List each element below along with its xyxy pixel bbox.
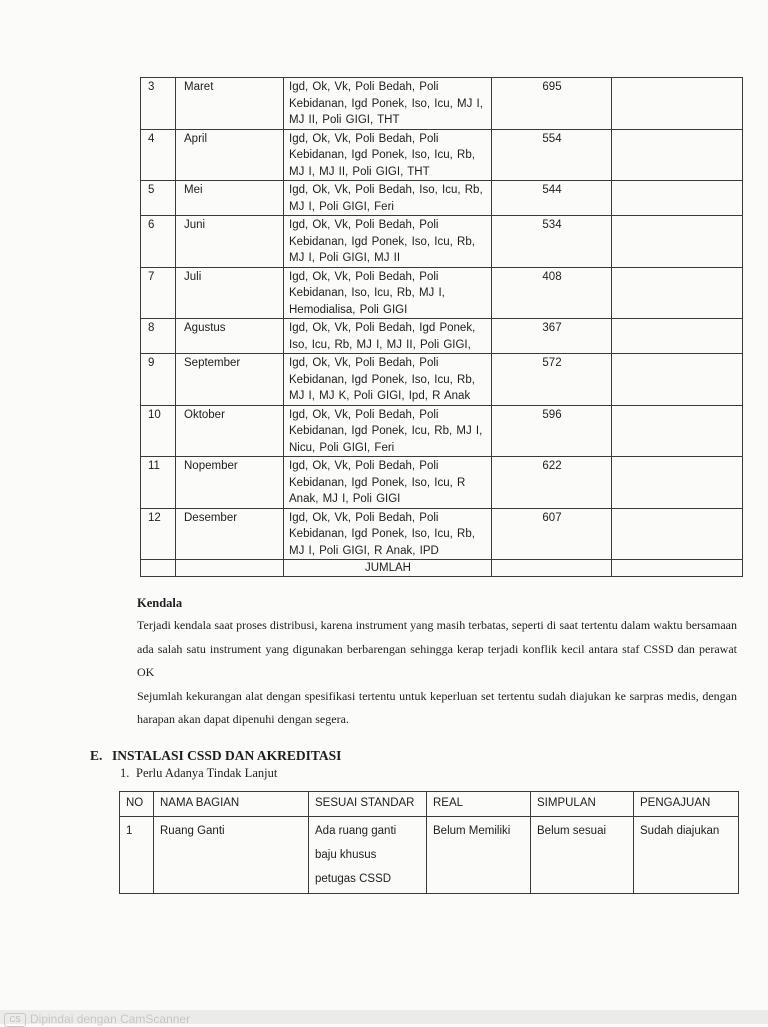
row-number: 3: [141, 78, 176, 130]
header-real: REAL: [427, 792, 531, 817]
table-row: [141, 78, 743, 130]
subsection-number: 1.: [120, 766, 130, 780]
row-number: 9: [141, 354, 176, 406]
row-count: 622: [492, 457, 612, 509]
table-row: [141, 129, 743, 181]
kendala-paragraph: Sejumlah kekurangan alat dengan spesifikasi tertentu untuk keperluan set tertentu sudah diajukan ke sarpras medis, dengan harapan akan dapat dipenuhi dengan segera.: [137, 688, 737, 726]
row-units: Igd, Ok, Vk, Poli Bedah, Poli Kebidanan, Igd Ponek, Iso, Icu, Rb, MJ I, Poli GIGI, R Anak, IPD: [284, 508, 492, 560]
row-units: Igd, Ok, Vk, Poli Bedah, Poli Kebidanan, Igd Ponek, Icu, Rb, MJ I, Nicu, Poli GIGI, Feri: [284, 405, 492, 457]
table-row: [141, 457, 743, 509]
row-count: 572: [492, 354, 612, 406]
row-count: 554: [492, 129, 612, 181]
row-units: Igd, Ok, Vk, Poli Bedah, Poli Kebidanan, Igd Ponek, Iso, Icu, Rb, MJ I, MJ K, Poli GIGI, Ipd, R Anak: [284, 354, 492, 406]
row-month: Mei: [176, 181, 284, 216]
header-no: NO: [120, 792, 154, 817]
row-blank: [612, 457, 743, 509]
row-month: Maret: [176, 78, 284, 130]
row-month: Juni: [176, 216, 284, 268]
section-number: E.: [90, 748, 103, 763]
cell-simpulan: Belum sesuai: [531, 817, 634, 894]
row-month: Nopember: [176, 457, 284, 509]
row-units: Igd, Ok, Vk, Poli Bedah, Poli Kebidanan, Igd Ponek, Iso, Icu, Rb, MJ I, MJ II, Poli GIGI, THT: [284, 129, 492, 181]
cell-real: Belum Memiliki: [427, 817, 531, 894]
row-blank: [612, 129, 743, 181]
scanner-watermark: Dipindai dengan CamScanner: [30, 1012, 191, 1026]
row-count: 367: [492, 319, 612, 354]
row-blank: [612, 354, 743, 406]
followup-header-row: [120, 792, 739, 817]
followup-row: [120, 817, 739, 894]
row-month: Juli: [176, 267, 284, 319]
table-row: [141, 181, 743, 216]
row-month: Desember: [176, 508, 284, 560]
cell-no: 1: [120, 817, 154, 894]
row-count: 695: [492, 78, 612, 130]
kendala-title: Kendala: [137, 596, 183, 610]
row-month: April: [176, 129, 284, 181]
row-units: Igd, Ok, Vk, Poli Bedah, Igd Ponek, Iso, Icu, Rb, MJ I, MJ II, Poli GIGI,: [284, 319, 492, 354]
row-units: Igd, Ok, Vk, Poli Bedah, Poli Kebidanan, Igd Ponek, Iso, Icu, R Anak, MJ I, Poli GIGI: [284, 457, 492, 509]
row-blank: [612, 267, 743, 319]
row-number: 8: [141, 319, 176, 354]
row-count: 408: [492, 267, 612, 319]
header-nama-bagian: NAMA BAGIAN: [154, 792, 309, 817]
header-sesuai-standar: SESUAI STANDAR: [309, 792, 427, 817]
cell-pengajuan: Sudah diajukan: [634, 817, 739, 894]
row-units: Igd, Ok, Vk, Poli Bedah, Poli Kebidanan, Igd Ponek, Iso, Icu, MJ I, MJ II, Poli GIGI, THT: [284, 78, 492, 130]
row-blank: [612, 78, 743, 130]
row-blank: [612, 216, 743, 268]
row-count: 596: [492, 405, 612, 457]
header-simpulan: SIMPULAN: [531, 792, 634, 817]
total-blank-cell: [612, 560, 743, 577]
row-count: 534: [492, 216, 612, 268]
total-blank-cell: [176, 560, 284, 577]
row-units: Igd, Ok, Vk, Poli Bedah, Poli Kebidanan, Igd Ponek, Iso, Icu, Rb, MJ I, Poli GIGI, MJ II: [284, 216, 492, 268]
row-month: Oktober: [176, 405, 284, 457]
section-title: INSTALASI CSSD DAN AKREDITASI: [112, 748, 342, 763]
kendala-paragraph: Terjadi kendala saat proses distribusi, karena instrument yang masih terbatas, seperti di saat tertentu dalam waktu bersamaan ada salah satu instrument yang digunakan berbarengan sehingga kerap terjadi konflik kecil antara staf CSSD dan perawat OK: [137, 618, 737, 679]
table-row: [141, 405, 743, 457]
section-heading: [90, 748, 341, 764]
camscanner-logo-icon: CS: [4, 1013, 26, 1027]
table-row: [141, 267, 743, 319]
table-row: [141, 319, 743, 354]
table-row: [141, 508, 743, 560]
subsection-heading: [120, 766, 277, 781]
row-number: 10: [141, 405, 176, 457]
total-blank-cell: [492, 560, 612, 577]
total-row: [141, 560, 743, 577]
distribution-table: [140, 77, 743, 577]
total-label: JUMLAH: [284, 560, 492, 577]
subsection-title: Perlu Adanya Tindak Lanjut: [136, 766, 278, 780]
total-blank-cell: [141, 560, 176, 577]
row-count: 607: [492, 508, 612, 560]
header-pengajuan: PENGAJUAN: [634, 792, 739, 817]
row-blank: [612, 508, 743, 560]
cell-nama-bagian: Ruang Ganti: [154, 817, 309, 894]
row-units: Igd, Ok, Vk, Poli Bedah, Poli Kebidanan, Iso, Icu, Rb, MJ I, Hemodialisa, Poli GIGI: [284, 267, 492, 319]
row-number: 11: [141, 457, 176, 509]
row-blank: [612, 181, 743, 216]
cell-sesuai-standar: Ada ruang ganti baju khusus petugas CSSD: [309, 817, 427, 894]
row-month: Agustus: [176, 319, 284, 354]
kendala-section: [137, 592, 737, 732]
row-blank: [612, 405, 743, 457]
row-number: 7: [141, 267, 176, 319]
row-count: 544: [492, 181, 612, 216]
row-number: 4: [141, 129, 176, 181]
table-row: [141, 354, 743, 406]
table-row: [141, 216, 743, 268]
row-month: September: [176, 354, 284, 406]
row-blank: [612, 319, 743, 354]
row-number: 6: [141, 216, 176, 268]
followup-table: [119, 791, 739, 894]
distribution-table-body: [141, 78, 743, 577]
row-units: Igd, Ok, Vk, Poli Bedah, Iso, Icu, Rb, MJ I, Poli GIGI, Feri: [284, 181, 492, 216]
row-number: 12: [141, 508, 176, 560]
row-number: 5: [141, 181, 176, 216]
